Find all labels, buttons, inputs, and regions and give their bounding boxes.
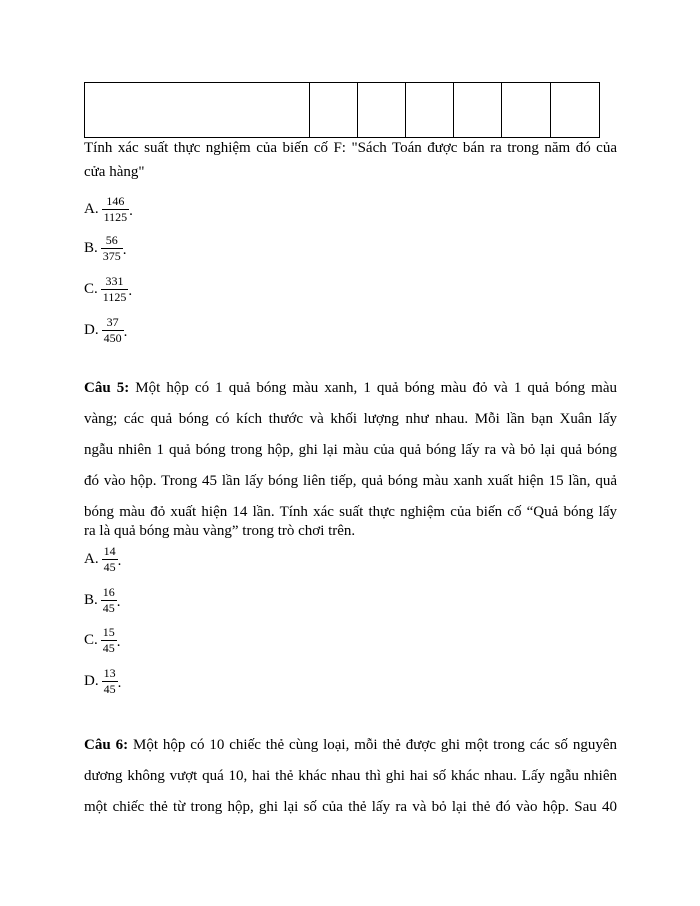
option-letter: A. [84,550,99,567]
q5-option-d [84,663,121,699]
fraction [102,545,118,574]
q5-text-line: vàng; các quả bóng có kích thước và khối lượng như nhau. Mỗi lần bạn Xuân lấy [84,411,617,427]
numerator: 15 [102,624,115,639]
fraction [102,195,130,224]
table-cell [502,83,551,138]
fraction [101,275,129,304]
denominator: 45 [102,640,115,655]
option-letter: C. [84,280,98,297]
q4-option-c [84,271,132,307]
q5-text: Một hộp có 1 quả bóng màu xanh, 1 quả bóng màu đỏ và 1 quả bóng màu [129,380,617,396]
q5-option-c [84,622,121,658]
table-cell [551,83,600,138]
numerator: 56 [105,232,118,247]
option-end: . [117,553,122,569]
q5-label: Câu 5: [84,380,130,396]
q6-label: Câu 6: [84,737,129,753]
option-end: . [128,283,133,299]
q6-text-line [84,734,617,756]
q6-text-line: dương không vượt quá 10, hai thẻ khác nhau thì ghi hai số khác nhau. Lấy ngẫu nhiên [84,768,617,784]
fraction [101,626,117,655]
option-letter: D. [84,672,99,689]
table-cell [310,83,358,138]
q4-option-d [84,312,127,348]
option-end: . [129,203,133,219]
denominator: 450 [103,330,122,345]
q6-text: Một hộp có 10 chiếc thẻ cùng loại, mỗi thẻ được ghi một trong các số nguyên [128,737,617,753]
table-row [85,83,600,138]
denominator: 45 [102,600,115,615]
q5-text-line [84,377,617,399]
numerator: 16 [102,584,115,599]
q5-text-line: ngẫu nhiên 1 quả bóng trong hộp, ghi lại màu của quả bóng lấy ra và bỏ lại quả bóng [84,442,617,458]
q5-option-a [84,541,121,577]
q4-option-a [84,191,133,227]
q5-text-line: đó vào hộp. Trong 45 lần lấy bóng liên tiếp, quả bóng màu xanh xuất hiện 15 lần, quả [84,473,617,489]
q4-option-b [84,230,127,266]
fraction [102,667,118,696]
numerator: 146 [106,193,125,208]
q5-text-line: ra là quả bóng màu vàng” trong trò chơi trên. [84,523,356,539]
q5-text-line: bóng màu đỏ xuất hiện 14 lần. Tính xác suất thực nghiệm của biến cố “Quả bóng lấy [84,504,617,520]
fraction [101,234,123,263]
denominator: 1125 [103,209,128,224]
q4-text-line: Tính xác suất thực nghiệm của biến cố F: "Sách Toán được bán ra trong năm đó của [84,140,617,156]
numerator: 14 [103,543,116,558]
numerator: 331 [105,273,124,288]
q6-text-line: một chiếc thẻ từ trong hộp, ghi lại số của thẻ lấy ra và bỏ lại thẻ đó vào hộp. Sau 40 [84,799,617,815]
table-cell [406,83,454,138]
q5-option-b [84,582,121,618]
fraction [101,586,117,615]
option-end: . [117,675,122,691]
data-table [84,82,600,138]
denominator: 45 [103,559,116,574]
table-cell [85,83,310,138]
option-letter: D. [84,321,99,338]
option-letter: C. [84,631,98,648]
option-letter: A. [84,200,99,217]
option-end: . [123,324,128,340]
option-letter: B. [84,591,98,608]
denominator: 1125 [102,289,127,304]
table-cell [358,83,406,138]
option-end: . [122,242,127,258]
option-end: . [116,634,121,650]
fraction [102,316,124,345]
denominator: 375 [102,248,121,263]
table-cell [454,83,502,138]
numerator: 37 [106,314,119,329]
option-letter: B. [84,239,98,256]
numerator: 13 [103,665,116,680]
denominator: 45 [103,681,116,696]
option-end: . [116,594,121,610]
q4-text-line: cửa hàng" [84,164,145,180]
